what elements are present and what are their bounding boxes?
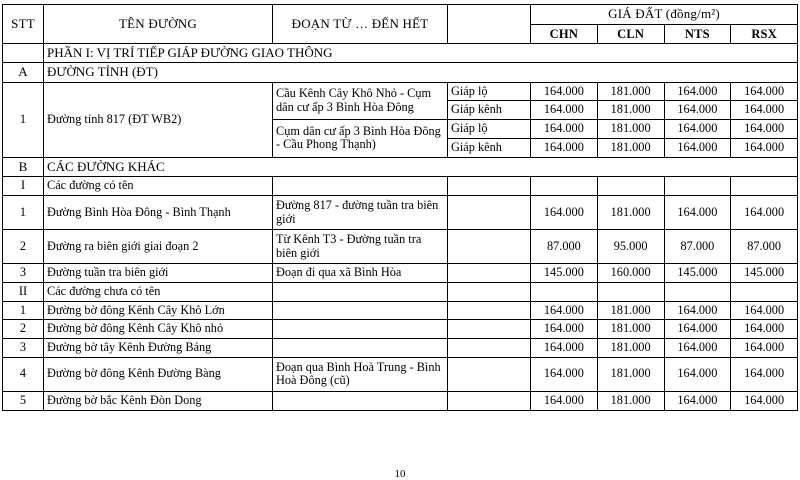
header-rsx: RSX: [731, 24, 798, 43]
row-price-rsx: 164.000: [731, 357, 798, 391]
row-price-cln: 181.000: [597, 120, 664, 139]
row-stt: II: [3, 282, 44, 301]
row-price-chn: 164.000: [531, 196, 598, 230]
row-sub-position: [448, 339, 531, 358]
header-chn: CHN: [531, 24, 598, 43]
row-sub-position: Giáp lộ: [448, 82, 531, 101]
row-stt: 1: [3, 301, 44, 320]
row-sub-position: Giáp kênh: [448, 101, 531, 120]
row-road-name: Đường tỉnh 817 (ĐT WB2): [44, 82, 273, 157]
row-sub-position: [448, 301, 531, 320]
row-price-chn: 164.000: [531, 301, 598, 320]
row-segment: [273, 177, 448, 196]
row-price-chn: [531, 177, 598, 196]
row-stt: 2: [3, 320, 44, 339]
row-stt: 1: [3, 196, 44, 230]
header-stt: STT: [3, 5, 44, 44]
row-price-cln: 181.000: [597, 196, 664, 230]
table-row: [3, 391, 798, 410]
row-road-name: Đường Bình Hòa Đông - Bình Thạnh: [44, 196, 273, 230]
header-name: TÊN ĐƯỜNG: [44, 5, 273, 44]
row-price-chn: 164.000: [531, 391, 598, 410]
row-price-rsx: 164.000: [731, 301, 798, 320]
row-segment: Từ Kênh T3 - Đường tuần tra biên giới: [273, 230, 448, 264]
row-price-chn: 164.000: [531, 339, 598, 358]
table-row: [3, 196, 798, 230]
row-price-nts: 164.000: [664, 357, 731, 391]
row-sub-position: [448, 264, 531, 283]
row-price-nts: 164.000: [664, 101, 731, 120]
header-sub-position: [448, 5, 531, 44]
header-cln: CLN: [597, 24, 664, 43]
row-price-chn: 145.000: [531, 264, 598, 283]
header-nts: NTS: [664, 24, 731, 43]
row-segment: [273, 301, 448, 320]
row-road-name: Đường ra biên giới giai đoạn 2: [44, 230, 273, 264]
table-row: [3, 82, 798, 101]
row-price-nts: 164.000: [664, 196, 731, 230]
row-sub-position: Giáp lộ: [448, 120, 531, 139]
row-sub-position: Giáp kênh: [448, 138, 531, 157]
section-title: ĐƯỜNG TỈNH (ĐT): [44, 63, 798, 83]
row-price-cln: 95.000: [597, 230, 664, 264]
row-price-rsx: [731, 177, 798, 196]
row-sub-position: [448, 357, 531, 391]
row-sub-position: [448, 177, 531, 196]
row-price-nts: 164.000: [664, 82, 731, 101]
row-segment: Cầu Kênh Cây Khô Nhỏ - Cụm dân cư ấp 3 Bình Hòa Đông: [273, 82, 448, 120]
table-body: [3, 43, 798, 410]
land-price-table: [2, 4, 798, 411]
row-stt: 3: [3, 264, 44, 283]
row-price-cln: 181.000: [597, 391, 664, 410]
row-sub-position: [448, 391, 531, 410]
row-price-rsx: 164.000: [731, 320, 798, 339]
header-row-1: [3, 5, 798, 25]
row-road-name: Đường tuần tra biên giới: [44, 264, 273, 283]
row-price-rsx: 145.000: [731, 264, 798, 283]
row-price-rsx: 164.000: [731, 82, 798, 101]
row-price-nts: 164.000: [664, 320, 731, 339]
row-stt: 2: [3, 230, 44, 264]
table-row: [3, 320, 798, 339]
row-road-name: Đường bờ đông Kênh Đường Bàng: [44, 357, 273, 391]
row-road-name: Đường bờ đông Kênh Cây Khô Lớn: [44, 301, 273, 320]
row-sub-position: [448, 196, 531, 230]
row-price-chn: [531, 282, 598, 301]
row-segment: Đường 817 - đường tuần tra biên giới: [273, 196, 448, 230]
row-price-chn: 164.000: [531, 82, 598, 101]
section-title: PHẦN I: VỊ TRÍ TIẾP GIÁP ĐƯỜNG GIAO THÔNG: [44, 43, 798, 63]
subsection-title: Các đường có tên: [44, 177, 273, 196]
row-stt: 1: [3, 82, 44, 157]
row-segment: Cụm dân cư ấp 3 Bình Hòa Đông - Cầu Phong Thạnh): [273, 120, 448, 158]
row-price-nts: 164.000: [664, 120, 731, 139]
row-segment: Đoạn qua Bình Hoà Trung - Bình Hoà Đông (cũ): [273, 357, 448, 391]
row-price-chn: 164.000: [531, 320, 598, 339]
table-row: [3, 230, 798, 264]
row-price-nts: [664, 177, 731, 196]
row-price-chn: 164.000: [531, 357, 598, 391]
row-price-cln: 181.000: [597, 101, 664, 120]
row-price-cln: [597, 282, 664, 301]
row-stt: 4: [3, 357, 44, 391]
row-price-rsx: 164.000: [731, 339, 798, 358]
row-segment: Đoạn đi qua xã Bình Hòa: [273, 264, 448, 283]
table-row: [3, 43, 798, 63]
row-price-nts: 87.000: [664, 230, 731, 264]
row-price-nts: 164.000: [664, 339, 731, 358]
row-price-rsx: 164.000: [731, 101, 798, 120]
row-segment: [273, 339, 448, 358]
row-price-cln: [597, 177, 664, 196]
row-price-chn: 164.000: [531, 120, 598, 139]
table-row: [3, 63, 798, 83]
row-sub-position: [448, 320, 531, 339]
table-row: [3, 357, 798, 391]
row-road-name: Đường bờ bắc Kênh Đòn Dong: [44, 391, 273, 410]
page-number: 10: [394, 468, 406, 480]
table-row: [3, 264, 798, 283]
row-price-nts: 164.000: [664, 301, 731, 320]
table-row: [3, 339, 798, 358]
table-row: [3, 282, 798, 301]
row-price-rsx: 164.000: [731, 138, 798, 157]
row-stt: 3: [3, 339, 44, 358]
row-stt: [3, 43, 44, 63]
row-stt: I: [3, 177, 44, 196]
row-price-cln: 181.000: [597, 357, 664, 391]
row-price-cln: 181.000: [597, 138, 664, 157]
row-price-cln: 181.000: [597, 301, 664, 320]
row-segment: [273, 391, 448, 410]
row-price-nts: [664, 282, 731, 301]
row-price-nts: 145.000: [664, 264, 731, 283]
row-price-cln: 181.000: [597, 82, 664, 101]
row-price-cln: 181.000: [597, 339, 664, 358]
table-row: [3, 157, 798, 177]
row-stt: B: [3, 157, 44, 177]
row-price-chn: 164.000: [531, 101, 598, 120]
row-segment: [273, 320, 448, 339]
row-price-nts: 164.000: [664, 138, 731, 157]
row-stt: A: [3, 63, 44, 83]
subsection-title: Các đường chưa có tên: [44, 282, 273, 301]
row-stt: 5: [3, 391, 44, 410]
row-road-name: Đường bờ tây Kênh Đường Bảng: [44, 339, 273, 358]
row-price-rsx: 87.000: [731, 230, 798, 264]
header-price-group: GIÁ ĐẤT (đồng/m²): [531, 5, 798, 25]
row-road-name: Đường bờ đông Kênh Cây Khô nhỏ: [44, 320, 273, 339]
row-price-rsx: [731, 282, 798, 301]
row-price-chn: 87.000: [531, 230, 598, 264]
table-header: [3, 5, 798, 44]
table-row: [3, 301, 798, 320]
row-price-rsx: 164.000: [731, 120, 798, 139]
row-price-chn: 164.000: [531, 138, 598, 157]
row-price-cln: 160.000: [597, 264, 664, 283]
row-price-cln: 181.000: [597, 320, 664, 339]
row-price-rsx: 164.000: [731, 196, 798, 230]
row-sub-position: [448, 230, 531, 264]
row-price-nts: 164.000: [664, 391, 731, 410]
header-segment: ĐOẠN TỪ … ĐẾN HẾT: [273, 5, 448, 44]
row-sub-position: [448, 282, 531, 301]
table-row: [3, 177, 798, 196]
section-title: CÁC ĐƯỜNG KHÁC: [44, 157, 798, 177]
row-segment: [273, 282, 448, 301]
row-price-rsx: 164.000: [731, 391, 798, 410]
